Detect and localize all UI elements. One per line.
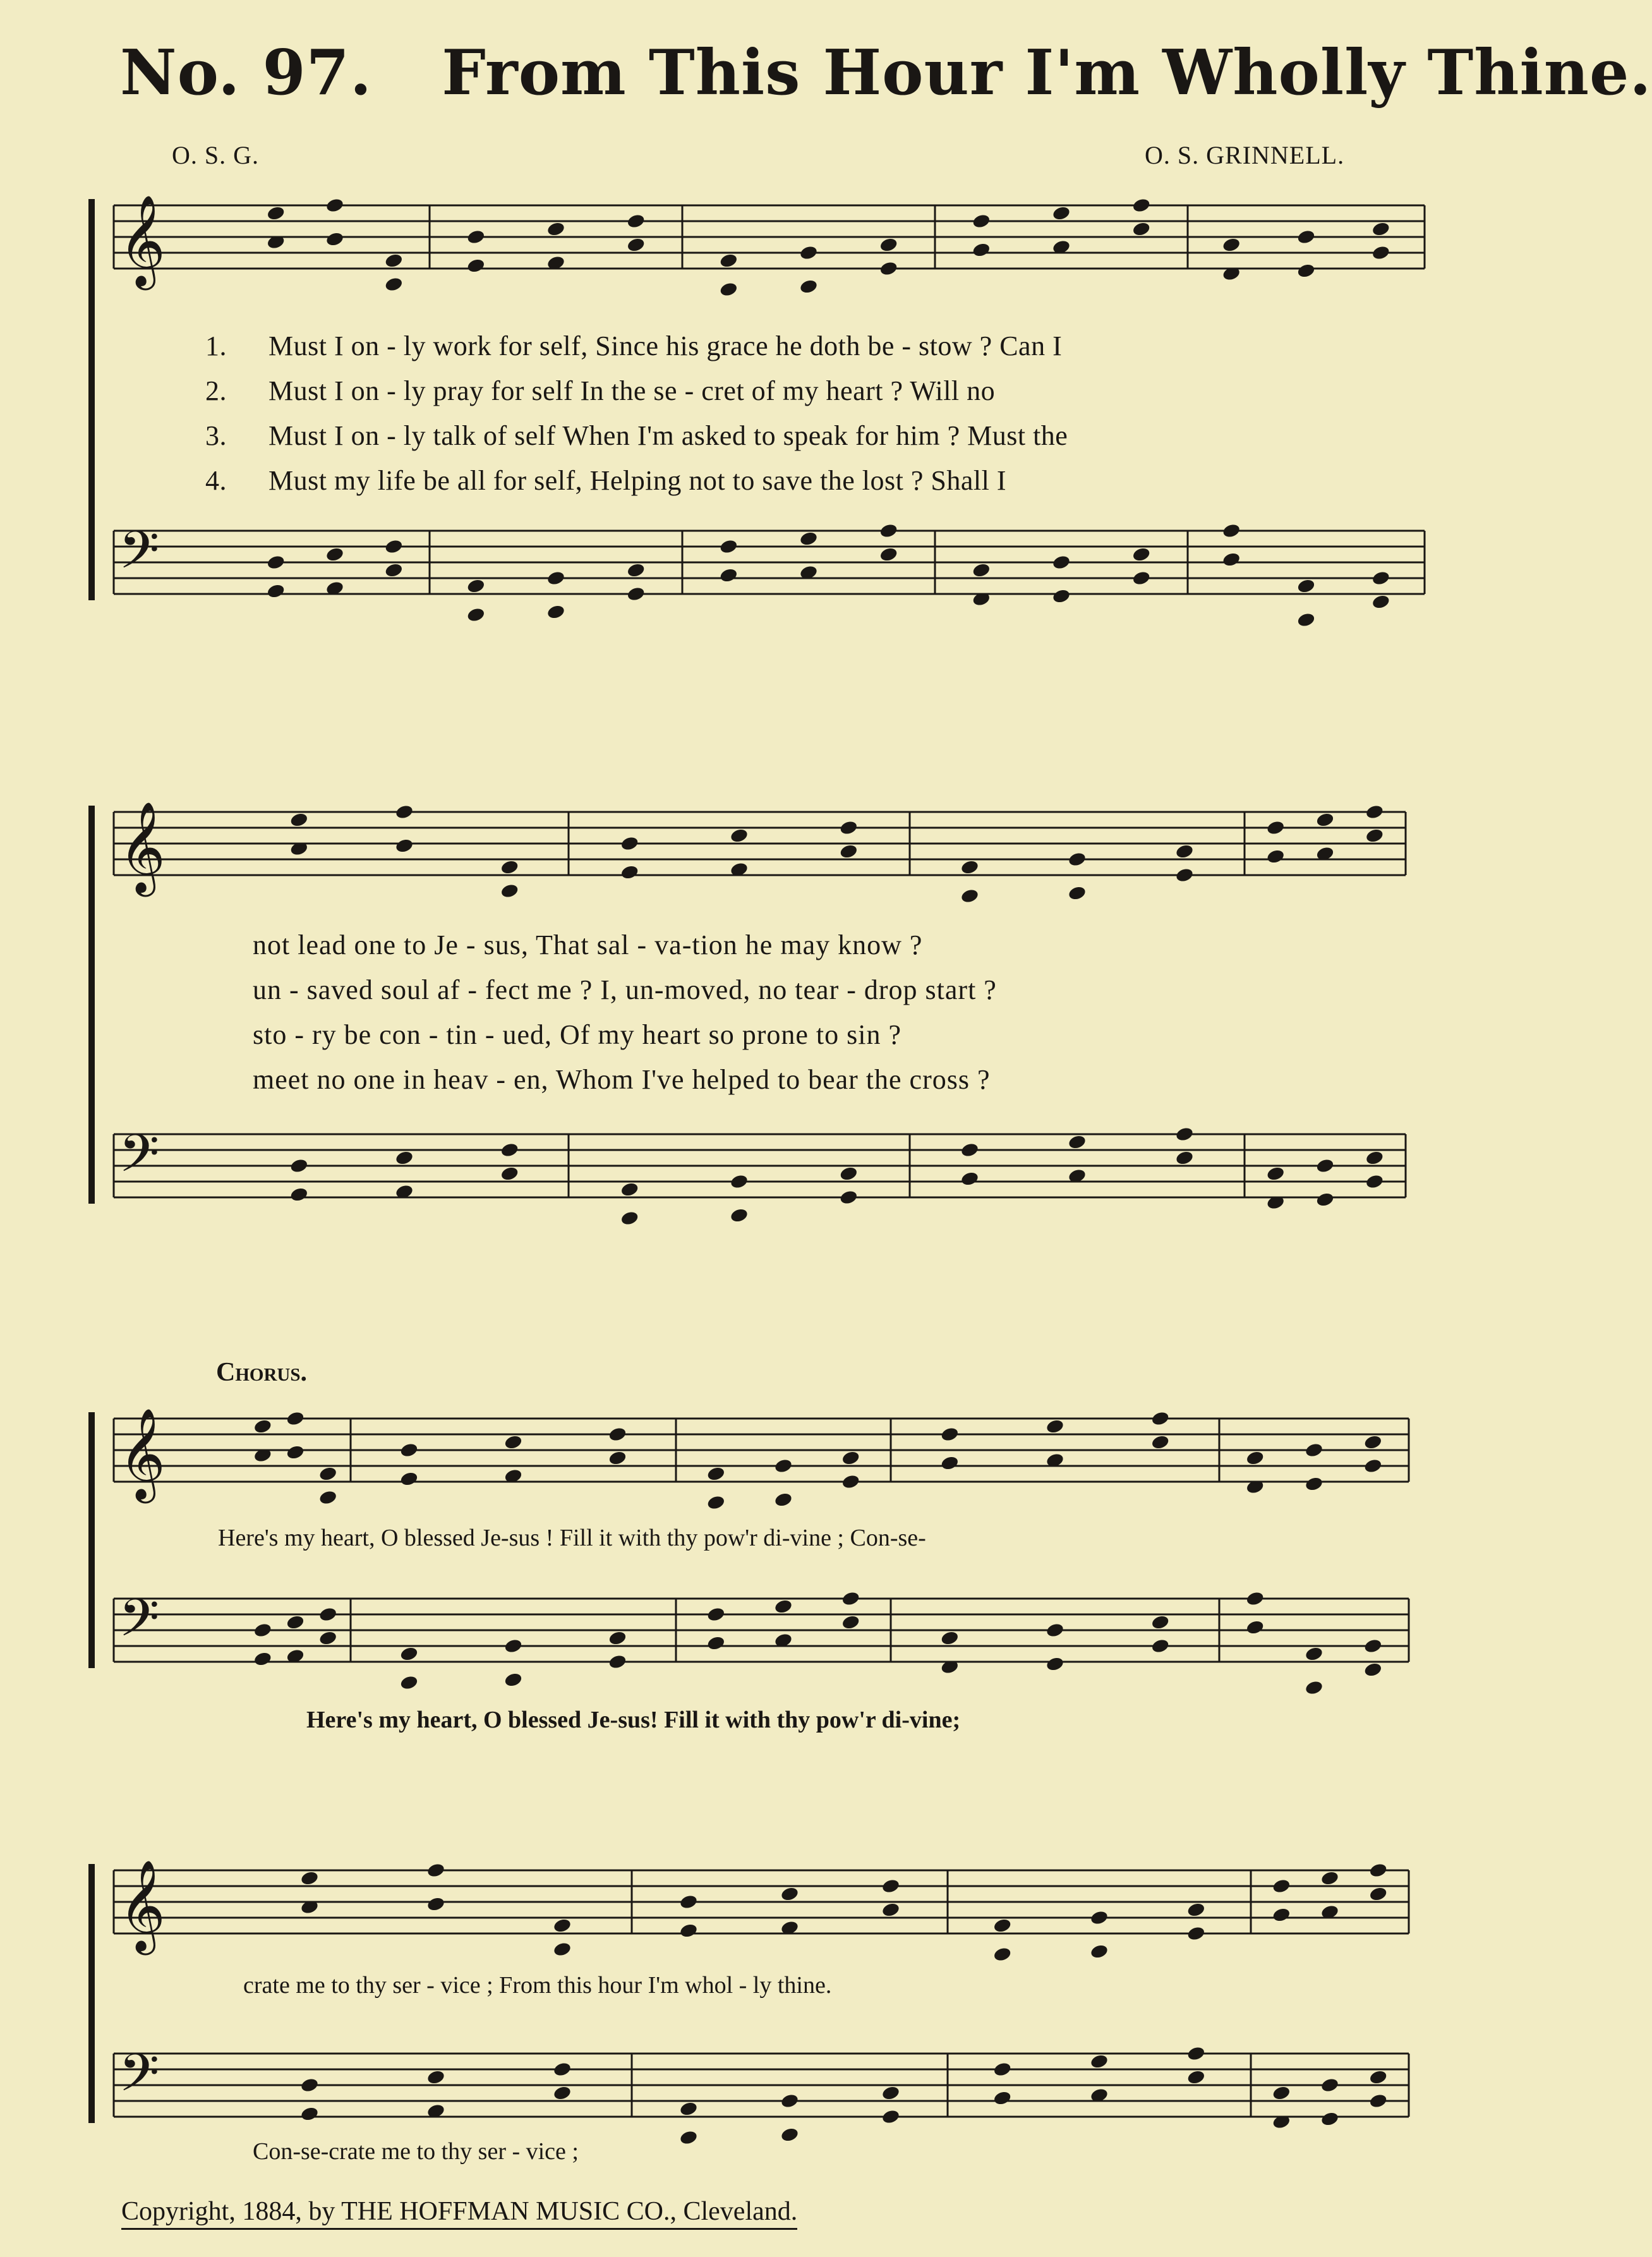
system-3-treble-note [1245,1450,1265,1467]
system-2-treble-note [1266,849,1286,865]
chorus-treble-lyrics-2: crate me to thy ser - vice ; From this hour I'm whol - ly thine. [243,1972,832,1999]
system-2-bass-note [839,1166,859,1182]
system-3-bass-note [1046,1656,1065,1673]
system-1-bass-note [879,523,898,539]
system-4-treble-note [1186,1902,1206,1918]
system-3-bass-note [253,1622,273,1638]
system-1-treble-note [626,237,646,253]
system-2-bass-note [1175,1150,1195,1166]
system-2-bass-note [1315,1192,1335,1208]
system-2-treble-note [960,859,980,876]
system-4-bass-note [553,2061,572,2078]
system-1-bass-clef: 𝄢 [119,519,160,593]
system-3-bass-note [1363,1662,1383,1678]
copyright: Copyright, 1884, by THE HOFFMAN MUSIC CO., Cleveland. [121,2196,797,2230]
verse-3-line-1: 3. Must I on - ly talk of self When I'm asked to speak for him ? Must the [205,420,1068,451]
system-4-treble-note [1186,1925,1206,1942]
system-4-treble-clef: 𝄞 [119,1860,166,1951]
system-2-treble-note [839,820,859,836]
system-3-bass-note [1245,1590,1265,1607]
system-1-bass-note [719,567,739,584]
chorus-bass-lyrics-2: Con-se-crate me to thy ser - vice ; [253,2138,579,2165]
system-4-treble-note [426,1862,446,1879]
system-4-treble-note [1368,1862,1388,1879]
hymn-number: No. 97. [120,37,372,109]
system-2-bass-note [289,1158,309,1174]
system-2-bass-note [500,1166,519,1182]
system-2-treble-note [730,828,749,844]
verse-4-line-2: meet no one in heav - en, Whom I've helped to bear the cross ? [253,1064,991,1095]
system-4-bass-note [300,2106,320,2122]
system-4-bass-note [1320,2077,1340,2093]
system-2-bass-note [620,1182,639,1198]
system-3-bass-note [1305,1646,1324,1662]
system-1-treble-note [799,245,819,261]
system-4-treble-note [881,1878,901,1894]
system-4-treble-note [780,1886,800,1903]
verse-2-line-2: un - saved soul af - fect me ? I, un-moved, no tear - drop start ? [253,974,997,1005]
system-3-bass-note [774,1599,793,1615]
system-2-treble-note [395,838,414,854]
system-2-bass-note [1068,1134,1087,1151]
verse-2-line-1: 2. Must I on - ly pray for self In the se - cret of my heart ? Will no [205,375,996,406]
system-1-treble-note [325,197,345,214]
system-3-treble-note [318,1489,338,1506]
system-3-treble-note [253,1419,273,1435]
system-3-bass-note [1046,1622,1065,1638]
verse-1-line-2: not lead one to Je - sus, That sal - va-tion he may know ? [253,929,923,960]
system-4-treble-note [992,1918,1012,1934]
system-4-treble-note [553,1918,572,1934]
system-1-bass-note [384,562,404,579]
system-1-treble-note [384,253,404,269]
system-2-treble-note [1068,885,1087,902]
system-1-treble-note [325,231,345,248]
system-1-bass-note [972,562,991,579]
system-4-treble-note [1090,1909,1109,1926]
system-3-treble-note [286,1444,305,1461]
system-4-bass-note [881,2109,901,2125]
system-3-treble-note [1305,1442,1324,1458]
system-3-bass-note [318,1606,338,1623]
system-1-treble-clef: 𝄞 [119,195,166,286]
system-2-treble-note [500,883,519,899]
system-1-treble-note [1131,197,1151,214]
system-1-treble-note [626,213,646,229]
system-4-bass-note [553,2085,572,2102]
system-1-treble-note [972,213,991,229]
system-3-bass-clef: 𝄢 [119,1587,160,1661]
system-3-bass-note [608,1654,627,1670]
system-4-bass-note [300,2077,320,2093]
system-2-treble-note [395,804,414,820]
system-1-bass-note [1372,570,1391,586]
system-4-bass-note [1368,2093,1388,2109]
system-4-bass-clef: 𝄢 [119,2042,160,2116]
system-3-bass-note [1150,1614,1170,1631]
system-1-treble-note [1131,221,1151,238]
system-3-bass-note [286,1614,305,1631]
system-1-bass-note [799,531,819,547]
system-4-bass-note [780,2093,800,2109]
system-3-treble-note [286,1410,305,1427]
system-2-treble-note [960,888,980,904]
system-2-bass-note [1315,1158,1335,1174]
system-1-treble-note [1222,237,1241,253]
system-1-bass-note [1052,588,1071,605]
system-1-treble-note [546,221,566,238]
system-1-bass-note [466,578,486,595]
system-3-bass-note [1150,1638,1170,1654]
system-1-bass-note [546,570,566,586]
system-3-treble-note [1150,1410,1170,1427]
chorus-treble-lyrics-1: Here's my heart, O blessed Je-sus ! Fill it with thy pow'r di-vine ; Con-se- [218,1525,926,1551]
system-1-bass-note [1222,552,1241,568]
chorus-label: Chorus. [216,1358,307,1387]
system-4-bass-note [992,2061,1012,2078]
system-4-treble-note [992,1946,1012,1963]
system-1-bass-note [879,547,898,563]
system-2-bass-note [1365,1173,1385,1190]
system-1-bass-note [266,583,286,600]
system-2-bass-clef: 𝄢 [119,1123,160,1197]
system-3-bass-note [503,1638,523,1654]
system-1-bass-note [1222,523,1241,539]
system-4-bass-note [1186,2045,1206,2062]
system-4-treble-note [1368,1886,1388,1903]
system-4-bass-note [881,2085,901,2102]
system-3-bass-note [503,1672,523,1688]
system-2-bass-note [1365,1150,1385,1166]
system-4-treble-note [1090,1944,1109,1960]
system-3-treble-note [1305,1476,1324,1492]
system-2-bass-note [960,1142,980,1158]
system-3-bass-note [841,1590,860,1607]
music-credit: O. S. GRINNELL. [1145,141,1345,169]
system-4-treble-note [679,1894,699,1910]
system-1-bass-note [546,604,566,620]
system-1-bass-note [626,562,646,579]
system-4-treble-note [1320,1870,1340,1887]
system-4-treble-note [1272,1907,1291,1923]
system-3-treble-note [1363,1434,1383,1451]
system-1-bass-note [1372,594,1391,610]
system-1-treble-note [1372,245,1391,261]
system-2-bass-note [1266,1166,1286,1182]
system-3-treble-note [774,1458,793,1474]
system-3-treble-note [706,1466,726,1482]
system-1-treble-note [879,260,898,277]
words-credit: O. S. G. [172,141,260,169]
system-3-bass-note [940,1630,960,1647]
system-1-bass-note [1131,570,1151,586]
system-3-treble-note [841,1450,860,1467]
system-2-treble-note [289,812,309,828]
system-2-treble-note [1175,867,1195,883]
system-3-treble-note [1046,1419,1065,1435]
system-1-treble-note [384,276,404,293]
chorus-bass-lyrics-1: Here's my heart, O blessed Je-sus! Fill it with thy pow'r di-vine; [306,1707,961,1733]
system-2-treble-note [1175,844,1195,860]
system-1-treble-note [799,279,819,295]
system-2-treble-note [1315,812,1335,828]
system-2-bass-note [730,1207,749,1224]
system-1-bass-note [626,586,646,602]
system-1-treble-note [466,258,486,274]
system-2-bass-note [839,1189,859,1206]
system-1-bass-note [384,538,404,555]
system-4-treble-note [426,1896,446,1913]
system-4-bass-note [1272,2085,1291,2102]
system-4-treble-note [881,1902,901,1918]
system-4-bass-note [1368,2069,1388,2086]
system-3-bass-note [399,1674,419,1691]
system-2-bass-note [500,1142,519,1158]
system-3-treble-note [1150,1434,1170,1451]
system-4-treble-note [300,1870,320,1887]
system-3-treble-note [399,1471,419,1487]
system-1-bass-note [466,607,486,623]
hymn-title-text: From This Hour I'm Wholly Thine. [442,37,1652,109]
system-1-treble-note [719,281,739,298]
system-4-bass-note [679,2101,699,2117]
system-4-bass-note [992,2090,1012,2107]
system-1-bass-note [1052,554,1071,571]
system-1-treble-note [1052,205,1071,222]
system-3-bass-note [1245,1619,1265,1636]
system-2-treble-note [1365,828,1385,844]
system-3-treble-note [706,1494,726,1511]
system-1-treble-note [719,253,739,269]
system-3-treble-note [608,1426,627,1443]
system-3-bass-note [318,1630,338,1647]
system-2-bass-note [395,1150,414,1166]
system-2-bass-note [730,1173,749,1190]
system-1-bass-note [266,554,286,571]
system-2-treble-note [620,864,639,881]
system-3-bass-note [1305,1679,1324,1696]
system-1-bass-note [325,547,345,563]
system-2-bass-note [960,1171,980,1187]
system-3-bass-note [1363,1638,1383,1654]
system-2-treble-note [1068,851,1087,868]
system-1-treble-note [466,229,486,245]
system-1-treble-note [1372,221,1391,238]
system-2-bass-note [1175,1126,1195,1142]
verse-3-line-2: sto - ry be con - tin - ued, Of my heart so prone to sin ? [253,1019,901,1050]
system-3-bass-note [608,1630,627,1647]
system-2-bass-note [289,1187,309,1203]
system-3-bass-note [253,1651,273,1667]
system-2-treble-note [620,835,639,852]
system-4-bass-note [780,2127,800,2143]
system-3-bass-note [841,1614,860,1631]
system-1-bass-note [719,538,739,555]
verse-4-line-1: 4. Must my life be all for self, Helping not to save the lost ? Shall I [205,465,1007,496]
system-2-treble-clef: 𝄞 [119,801,166,893]
system-4-treble-note [553,1941,572,1957]
system-2-treble-note [500,859,519,876]
system-1-bass-note [1296,578,1316,595]
system-2-treble-note [1266,820,1286,836]
system-3-treble-note [940,1455,960,1472]
verse-1-line-1: 1. Must I on - ly work for self, Since his grace he doth be - stow ? Can I [205,330,1063,361]
system-3-treble-note [608,1450,627,1467]
system-1-treble-note [972,242,991,258]
system-1-bass-note [1131,547,1151,563]
system-3-bass-note [399,1646,419,1662]
system-1-treble-note [1296,229,1316,245]
system-1-treble-note [1296,263,1316,279]
system-1-treble-note [879,237,898,253]
system-1-treble-note [266,205,286,222]
system-2-treble-note [1365,804,1385,820]
system-4-bass-note [1186,2069,1206,2086]
system-4-bass-note [679,2129,699,2146]
system-4-bass-note [426,2069,446,2086]
system-4-treble-note [679,1923,699,1939]
system-2-treble-note [839,844,859,860]
system-3-treble-note [841,1473,860,1490]
system-3-treble-note [399,1442,419,1458]
system-3-treble-note [503,1434,523,1451]
system-3-treble-note [774,1492,793,1508]
system-3-treble-note [1363,1458,1383,1474]
system-4-treble-note [1272,1878,1291,1894]
system-4-bass-note [1090,2054,1109,2070]
system-3-treble-clef: 𝄞 [119,1408,166,1499]
system-3-bass-note [706,1635,726,1652]
system-3-treble-note [318,1466,338,1482]
system-4-bass-note [1320,2111,1340,2127]
system-1-bass-note [1296,612,1316,628]
system-3-bass-note [706,1606,726,1623]
system-2-bass-note [620,1210,639,1226]
system-3-treble-note [940,1426,960,1443]
